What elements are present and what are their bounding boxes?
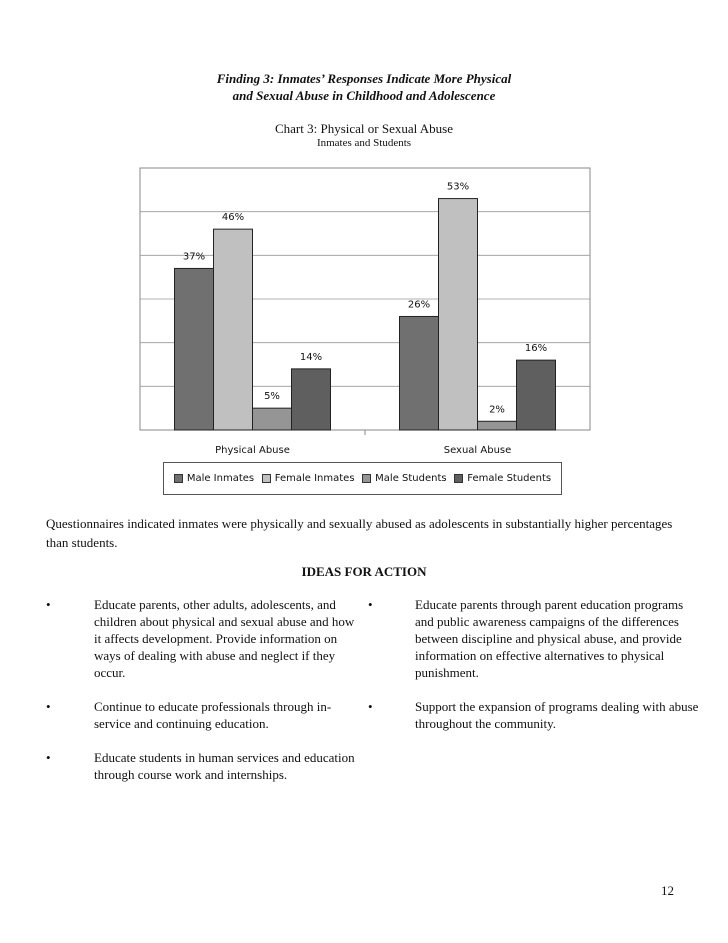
data-label: 14%	[299, 351, 323, 363]
legend-item	[262, 473, 355, 484]
idea-item	[368, 698, 703, 732]
idea-item	[46, 596, 364, 681]
bar	[253, 408, 292, 430]
bar	[517, 360, 556, 430]
bar	[478, 421, 517, 430]
idea-text: Continue to educate professionals through in-service and continuing education.	[94, 699, 332, 731]
bullet-icon: •	[46, 597, 51, 612]
legend-item	[174, 473, 254, 484]
bar	[175, 268, 214, 430]
idea-item	[46, 698, 364, 732]
bullet-icon: •	[368, 597, 373, 612]
chart-legend	[163, 462, 562, 495]
bar	[292, 369, 331, 430]
bar	[439, 199, 478, 430]
chart-subtitle: Inmates and Students	[316, 137, 412, 149]
idea-item	[368, 596, 703, 681]
legend-item	[362, 473, 446, 484]
finding-title-line2: and Sexual Abuse in Childhood and Adolescence	[232, 88, 496, 103]
data-label: 2%	[489, 404, 505, 416]
legend-swatch	[262, 474, 271, 483]
legend-label: Male Students	[375, 473, 447, 484]
data-label: 5%	[264, 391, 280, 403]
ideas-left-column	[46, 596, 364, 800]
idea-item	[46, 749, 364, 783]
legend-swatch	[174, 474, 183, 483]
data-label: 46%	[221, 212, 245, 224]
finding-title-line1: Finding 3: Inmates’ Responses Indicate More Physical	[216, 71, 512, 86]
category-label: Physical Abuse	[215, 445, 290, 456]
legend-label: Male Inmates	[186, 473, 255, 484]
data-label: 37%	[182, 251, 206, 263]
legend-label: Female Students	[467, 473, 552, 484]
ideas-right-column	[368, 596, 703, 749]
idea-text: Educate students in human services and education through course work and internships.	[94, 750, 355, 782]
page-number: 12	[661, 883, 674, 898]
idea-text: Educate parents, other adults, adolescents, and children about physical and sexual abuse and how it affects development. Provide information on ways of dealing with abuse and neglect if they occur.	[94, 597, 355, 680]
summary-paragraph: Questionnaires indicated inmates were physically and sexually abused as adolescents in substantially higher percentages than students.	[46, 516, 673, 550]
data-label: 53%	[446, 181, 470, 193]
bar	[400, 316, 439, 430]
idea-text: Educate parents through parent education programs and public awareness campaigns of the differences between discipline and physical abuse, and provide information on effective alternatives to physical punishment.	[415, 597, 684, 680]
bullet-icon: •	[46, 699, 51, 714]
ideas-heading: IDEAS FOR ACTION	[301, 564, 427, 579]
bar-chart	[0, 0, 728, 460]
data-label: 26%	[407, 299, 431, 311]
legend-label: Female Inmates	[274, 473, 355, 484]
chart-title: Chart 3: Physical or Sexual Abuse	[274, 121, 453, 136]
bullet-icon: •	[46, 750, 51, 765]
data-label: 16%	[524, 343, 548, 355]
bar	[214, 229, 253, 430]
legend-swatch	[362, 474, 371, 483]
legend-swatch	[454, 474, 463, 483]
category-label: Sexual Abuse	[443, 445, 512, 456]
idea-text: Support the expansion of programs dealing with abuse throughout the community.	[415, 699, 699, 731]
legend-item	[454, 473, 551, 484]
bullet-icon: •	[368, 699, 373, 714]
